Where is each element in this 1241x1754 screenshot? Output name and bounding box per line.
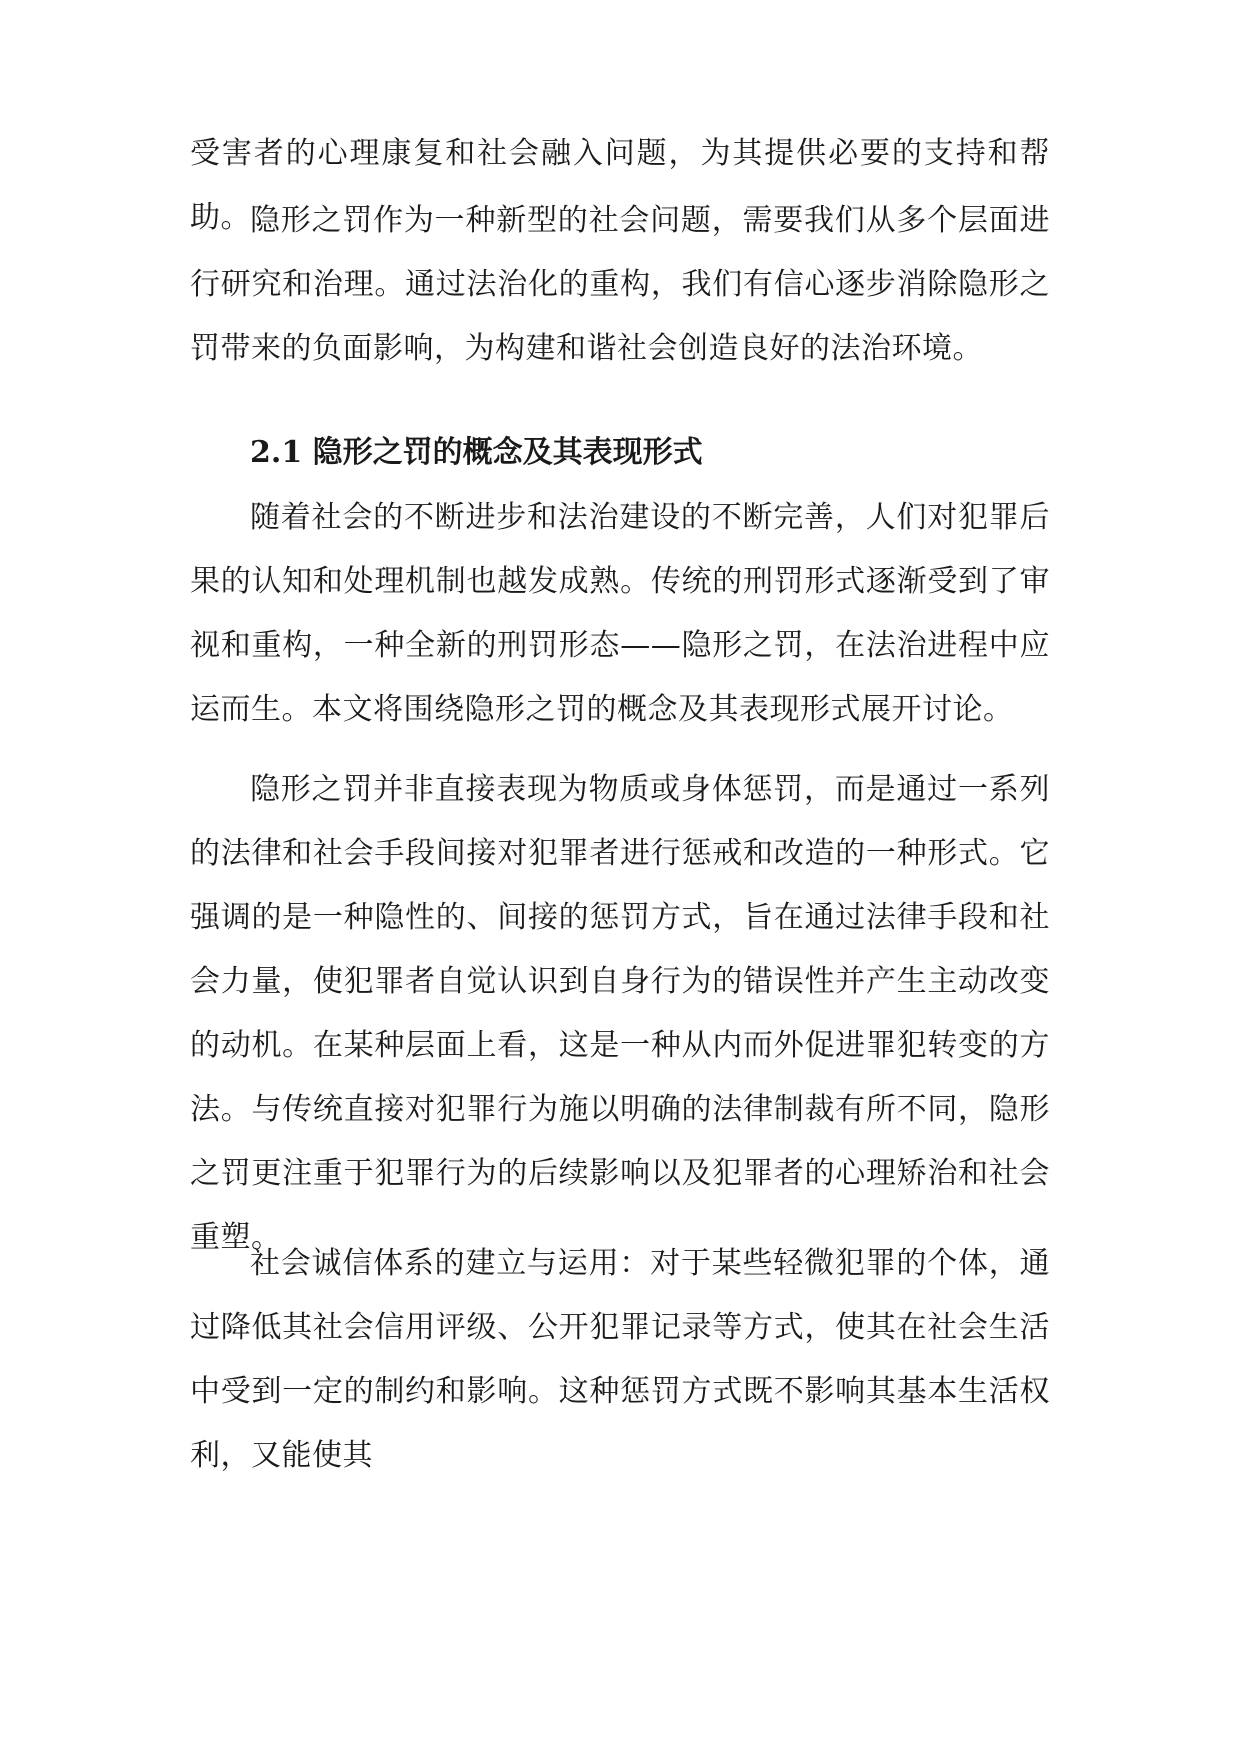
paragraph-summary: 隐形之罚作为一种新型的社会问题，需要我们从多个层面进行研究和治理。通过法治化的重构，我们有信心逐步消除隐形之罚带来的负面影响，为构建和谐社会创造良好的法治环境。	[190, 203, 1050, 366]
paragraph-continuation: 受害者的心理康复和社会融入问题，为其提供必要的支持和帮助。	[190, 136, 1050, 235]
paragraph-intro: 随着社会的不断进步和法治建设的不断完善，人们对犯罪后果的认知和处理机制也越发成熟。传统的刑罚形式逐渐受到了审视和重构，一种全新的刑罚形态——隐形之罚，在法治进程中应运而生。本文将围绕隐形之罚的概念及其表现形式展开讨论。	[190, 500, 1050, 727]
paragraph-concept: 隐形之罚并非直接表现为物质或身体惩罚，而是通过一系列的法律和社会手段间接对犯罪者进行惩戒和改造的一种形式。它强调的是一种隐性的、间接的惩罚方式，旨在通过法律手段和社会力量，使犯罪者自觉认识到自身行为的错误性并产生主动改变的动机。在某种层面上看，这是一种从内而外促进罪犯转变的方法。与传统直接对犯罪行为施以明确的法律制裁有所不同，隐形之罚更注重于犯罪行为的后续影响以及犯罪者的心理矫治和社会重塑。	[190, 772, 1050, 1255]
section-heading: 2.1 隐形之罚的概念及其表现形式	[250, 435, 703, 470]
paragraph-credit-system: 社会诚信体系的建立与运用：对于某些轻微犯罪的个体，通过降低其社会信用评级、公开犯罪记录等方式，使其在社会生活中受到一定的制约和影响。这种惩罚方式既不影响其基本生活权利，又能使其	[190, 1246, 1050, 1473]
